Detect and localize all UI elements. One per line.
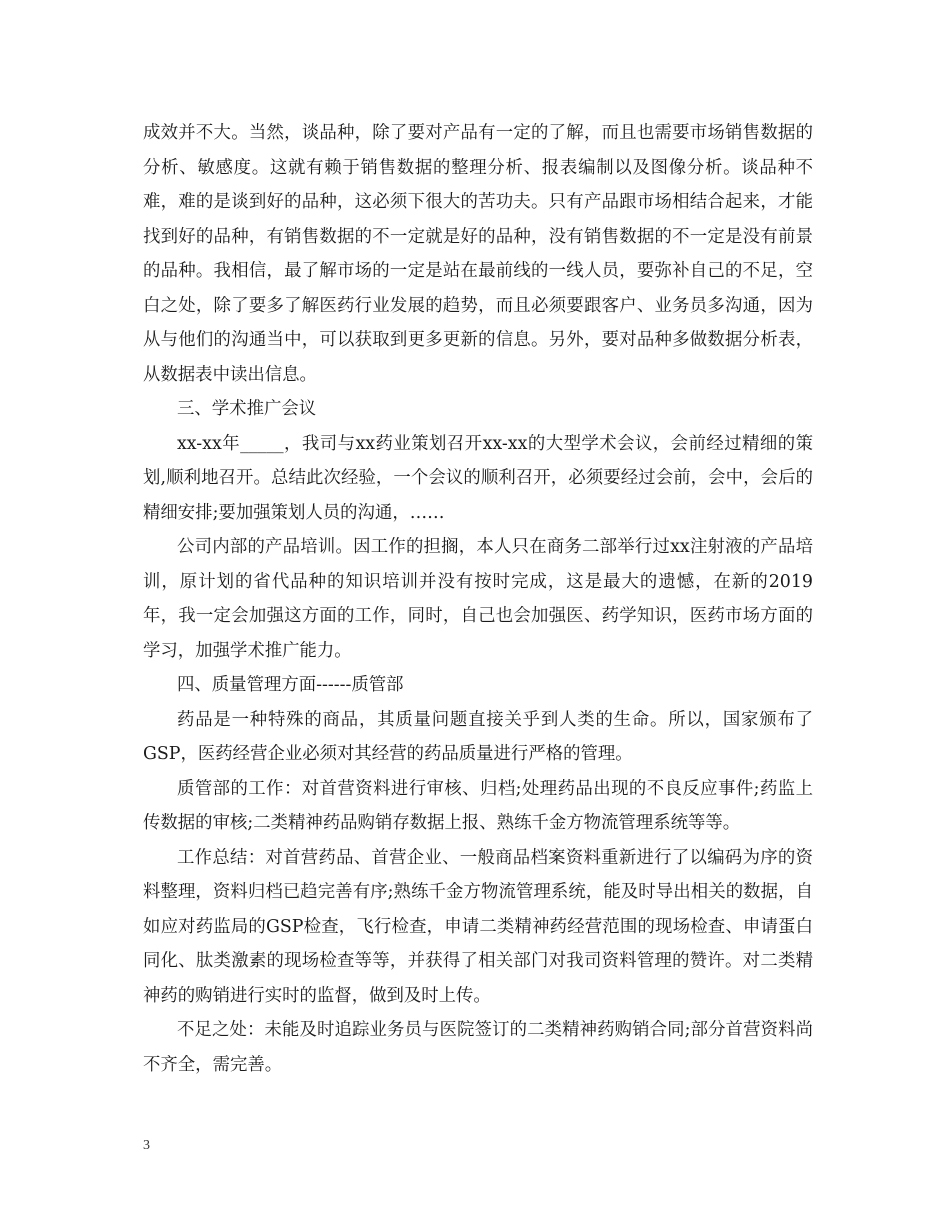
paragraph-drug-quality: 药品是一种特殊的商品，其质量问题直接关乎到人类的生命。所以，国家颁布了GSP，医药经营企业必须对其经营的药品质量进行严格的管理。 <box>143 709 813 764</box>
paragraph-product-training: 公司内部的产品培训。因工作的担搁，本人只在商务二部举行过xx注射液的产品培训，原计划的省代品种的知识培训并没有按时完成，这是最大的遗憾，在新的2019年，我一定会加强这方面的工作，同时，自己也会加强医、药学知识，医药市场方面的学习，加强学术推广能力。 <box>143 537 813 661</box>
paragraph-work-summary: 工作总结：对首营药品、首营企业、一般商品档案资料重新进行了以编码为序的资料整理，资料归档已趋完善有序;熟练千金方物流管理系统，能及时导出相关的数据，自如应对药监局的GSP检查，飞行检查，申请二类精神药经营范围的现场检查、申请蛋白同化、肽类激素的现场检查等等，并获得了相关部门对我司资料管理的赞许。对二类精神药的购销进行实时的监督，做到及时上传。 <box>143 847 813 1006</box>
section-heading-academic-promotion: 三、学术推广会议 <box>177 399 317 419</box>
page-number: 3 <box>143 1138 150 1153</box>
paragraph-shortcomings: 不足之处：未能及时追踪业务员与医院签订的二类精神药购销合同;部分首营资料尚不齐全，需完善。 <box>143 1020 813 1075</box>
document-body <box>143 116 813 1082</box>
section-heading-quality-management: 四、质量管理方面------质管部 <box>177 675 404 695</box>
paragraph-academic-meeting: xx-xx年_____，我司与xx药业策划召开xx-xx的大型学术会议，会前经过精细的策划,顺利地召开。总结此次经验，一个会议的顺利召开，必须要经过会前，会中，会后的精细安排;要加强策划人员的沟通，…… <box>143 433 813 523</box>
paragraph-continued: 成效并不大。当然，谈品种，除了要对产品有一定的了解，而且也需要市场销售数据的分析、敏感度。这就有赖于销售数据的整理分析、报表编制以及图像分析。谈品种不难，难的是谈到好的品种，这必须下很大的苦功夫。只有产品跟市场相结合起来，才能找到好的品种，有销售数据的不一定就是好的品种，没有销售数据的不一定是没有前景的品种。我相信，最了解市场的一定是站在最前线的一线人员，要弥补自己的不足，空白之处，除了要多了解医药行业发展的趋势，而且必须要跟客户、业务员多沟通，因为从与他们的沟通当中，可以获取到更多更新的信息。另外，要对品种多做数据分析表，从数据表中读出信息。 <box>143 123 813 385</box>
paragraph-qa-department-work: 质管部的工作：对首营资料进行审核、归档;处理药品出现的不良反应事件;药监上传数据的审核;二类精神药品购销存数据上报、熟练千金方物流管理系统等等。 <box>143 778 813 833</box>
